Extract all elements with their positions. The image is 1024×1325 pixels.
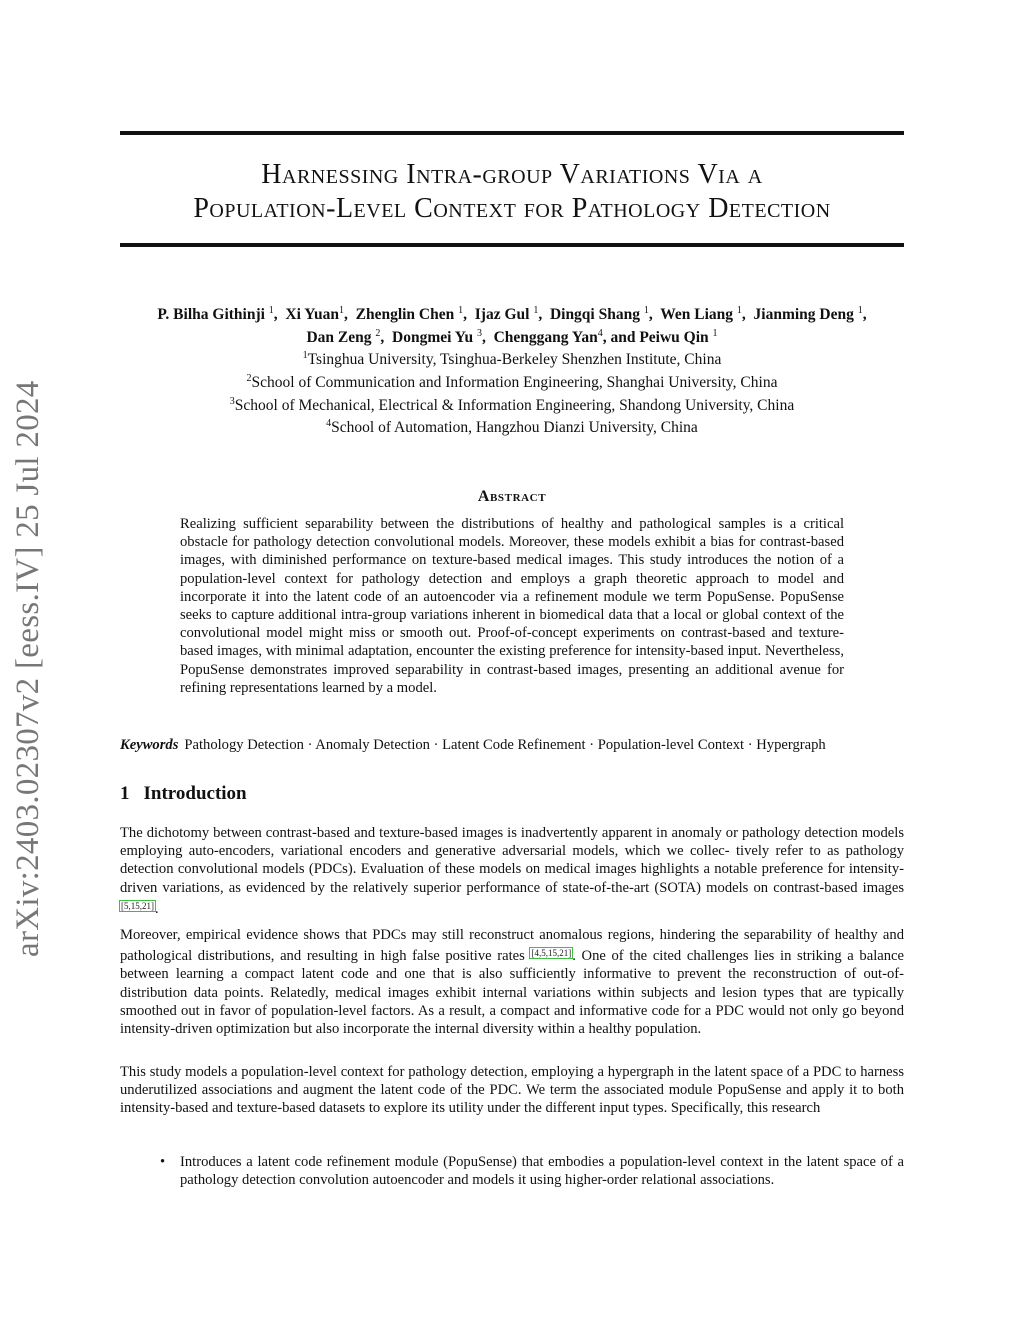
- author: Ijaz Gul $^1$: [474, 305, 539, 324]
- affiliation: $^3$School of Mechanical, Electrical & Information Engineering, Shandong University, China: [229, 395, 795, 414]
- title-top-rule: [120, 131, 904, 135]
- title-word: Variations: [559, 159, 691, 190]
- paper-title: [120, 158, 904, 226]
- author: P. Bilha Githinji $^1$: [157, 305, 274, 324]
- keywords-label: Keywords: [120, 737, 179, 753]
- title-line-2: [120, 192, 904, 226]
- author: Chenggang Yan$^4$: [493, 327, 603, 346]
- author: Xi Yuan$^1$: [285, 305, 344, 324]
- author-line-2: Dan Zeng $^2$, Dongmei Yu $^3$, Chenggang Yan$^4$, and Peiwu Qin $^1$: [306, 327, 718, 346]
- keywords: [120, 737, 920, 754]
- title-word: Detection: [708, 193, 831, 224]
- title-word: Pathology: [571, 193, 701, 224]
- list-item: • Introduces a latent code refinement module (PopuSense) that embodies a population-level context in the latent space of a pathology detection convolution autoencoder and models it using higher-order relational associations.: [160, 1154, 904, 1189]
- author: Dongmei Yu $^3$: [392, 327, 482, 346]
- bullet-marker: •: [160, 1154, 166, 1170]
- title-word: Harnessing: [261, 159, 399, 190]
- author: Wen Liang $^1$: [660, 305, 742, 324]
- affiliation: $^2$School of Communication and Information Engineering, Shanghai University, China: [246, 372, 778, 392]
- author: Zhenglin Chen $^1$: [355, 305, 464, 324]
- keywords-text: Pathology Detection · Anomaly Detection · Latent Code Refinement · Population-level Context · Hypergraph: [184, 737, 826, 753]
- author: Jianming Deng $^1$: [753, 305, 863, 324]
- author: and Peiwu Qin $^1$: [610, 327, 718, 346]
- author-line-1: P. Bilha Githinji $^1$, Xi Yuan$^1$, Zhenglin Chen $^1$, Ijaz Gul $^1$, Dingqi Shang $^1$, Wen Liang $^1$, Jianming Deng $^1$,: [157, 305, 867, 324]
- author: Dan Zeng $^2$: [306, 327, 381, 346]
- title-bottom-rule: [120, 243, 904, 247]
- paragraph: Moreover, empirical evidence shows that PDCs may still reconstruct anomalous regions, hindering the separability of healthy and pathological distributions, and resulting in high false positive rates [4,5,15,21]. One of the cited challenges lies in striking a balance between learning a compact latent code and one that is also sufficiently informative to prevent the reconstruction of out-of-distribution data points. Relatedly, medical images exhibit internal variations within subjects and lesion types that are typically smoothed out in favor of population-level factors. As a result, a compact and informative code for a PDC would not only go beyond intensity-driven optimization but also incorporate the internal diversity within a healthy population.: [120, 927, 904, 1038]
- title-word: Context for: [414, 193, 565, 224]
- title-word: Via a: [697, 159, 763, 190]
- paragraph: This study models a population-level context for pathology detection, employing a hypergraph in the latent space of a PDC to harness underutilized associations and augment the latent code of the PDC. We term the associated module PopuSense and apply it to both intensity-based and texture-based datasets to explore its utility under the different input types. Specifically, this research: [120, 1064, 904, 1117]
- title-word: Level: [335, 193, 407, 224]
- author: Dingqi Shang $^1$: [549, 305, 649, 324]
- abstract-text: Realizing sufficient separability between the distributions of healthy and pathological samples is a critical obstacle for pathology detection convolutional models. Moreover, these models exhibit a bias for contrast-based images, with diminished performance on texture-based medical images. This study introduces the notion of a population-level context for pathology detection and employs a graph theoretic approach to model and incorporate it into the latent code of an autoencoder via a refinement module we term PopuSense. PopuSense seeks to capture additional intra-group variations inherent in biomedical data that a local or global context of the convolutional model might miss or smooth out. Proof-of-concept experiments on contrast-based and texture-based images, with minimal adaptation, encounter the existing preference for intensity-based input. Nevertheless, PopuSense demonstrates improved separability in contrast-based images, presenting an additional avenue for refining representations learned by a model.: [180, 516, 844, 696]
- title-word: Intra-group: [406, 159, 553, 190]
- arxiv-identifier: arXiv:2403.02307v2 [eess.IV] 25 Jul 2024: [10, 380, 46, 957]
- abstract-heading: Abstract: [477, 488, 547, 505]
- contribution-list: [160, 1153, 904, 1189]
- affiliation: $^1$Tsinghua University, Tsinghua-Berkeley Shenzhen Institute, China: [302, 350, 722, 369]
- section-heading: 1 Introduction: [120, 783, 247, 804]
- affiliation: $^4$School of Automation, Hangzhou Dianzi University, China: [326, 418, 698, 437]
- citation-link[interactable]: [4,5,15,21]: [531, 948, 572, 959]
- citation-link[interactable]: [5,15,21]: [121, 900, 154, 911]
- author-block: [120, 302, 904, 438]
- title-line-1: [120, 158, 904, 192]
- paragraph: The dichotomy between contrast-based and texture-based images is inadvertently apparent in anomaly or pathology detection models employing auto-encoders, variational encoders and generative adversarial models, which we collec- tively refer to as pathology detection convolutional models (PDCs). Evaluation of these models on medical images highlights a notable preference for intensity-driven variations, as evidenced by the relatively superior performance of state-of-the-art (SOTA) models on contrast-based images [5,15,21].: [120, 825, 904, 917]
- title-word: Population-: [193, 193, 336, 224]
